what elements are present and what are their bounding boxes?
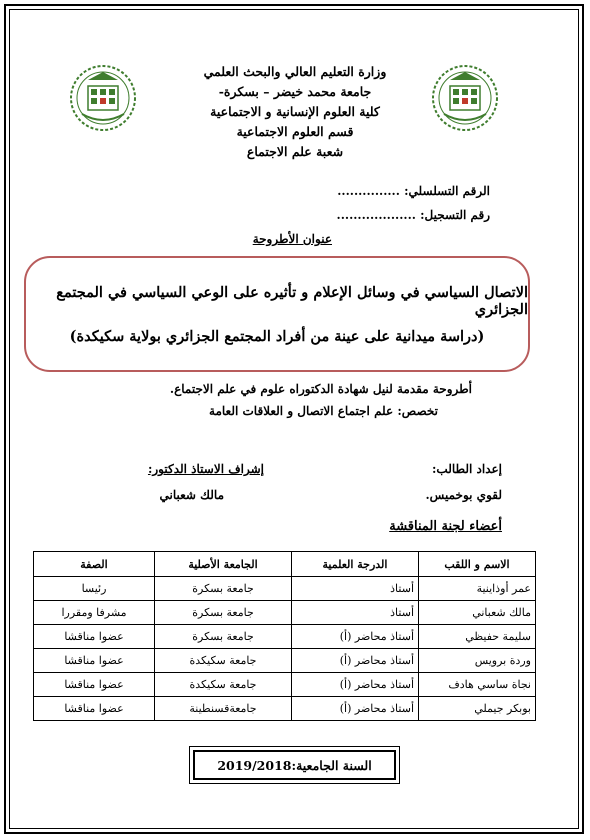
header-role: الصفة bbox=[34, 552, 155, 577]
committee-heading: أعضاء لجنة المناقشة bbox=[389, 519, 502, 534]
specialty: تخصص: علم اجتماع الاتصال و العلاقات العامة bbox=[209, 404, 438, 418]
member-role: رئيسا bbox=[34, 577, 155, 601]
table-row bbox=[34, 673, 536, 697]
academic-year: السنة الجامعية:2019/2018 bbox=[193, 750, 396, 780]
university-logo-icon bbox=[68, 60, 138, 138]
header-university: الجامعة الأصلية bbox=[155, 552, 292, 577]
member-university: جامعة سكيكدة bbox=[155, 649, 292, 673]
member-grade: أستاذ bbox=[292, 601, 419, 625]
thesis-purpose: أطروحة مقدمة لنيل شهادة الدكتوراه علوم في علم الاجتماع. bbox=[169, 382, 472, 396]
table-row bbox=[34, 697, 536, 721]
member-name: نجاة ساسي هادف bbox=[419, 673, 536, 697]
registration-number: رقم التسجيل: ................... bbox=[336, 208, 490, 222]
faculty-name: كلية العلوم الإنسانية و الاجتماعية bbox=[210, 104, 380, 119]
member-grade: أستاذ محاضر (أ) bbox=[292, 625, 419, 649]
thesis-subtitle: (دراسة ميدانية على عينة من أفراد المجتمع الجزائري بولاية سكيكدة) bbox=[69, 327, 485, 345]
member-name: مالك شعباني bbox=[419, 601, 536, 625]
header-name: الاسم و اللقب bbox=[419, 552, 536, 577]
member-university: جامعة بسكرة bbox=[155, 625, 292, 649]
student-name: لقوي بوخميس. bbox=[425, 488, 502, 502]
member-role: عضوا مناقشا bbox=[34, 673, 155, 697]
member-role: عضوا مناقشا bbox=[34, 625, 155, 649]
member-grade: أستاذ محاضر (أ) bbox=[292, 697, 419, 721]
ministry-name: وزارة التعليم العالي والبحث العلمي bbox=[203, 64, 387, 79]
table-header-row bbox=[34, 552, 536, 577]
department-name: قسم العلوم الاجتماعية bbox=[236, 124, 354, 139]
member-role: عضوا مناقشا bbox=[34, 697, 155, 721]
member-university: جامعة بسكرة bbox=[155, 577, 292, 601]
member-university: جامعةقسنطينة bbox=[155, 697, 292, 721]
supervisor-label: إشراف الاستاذ الدكتور: bbox=[147, 462, 264, 476]
member-grade: أستاذ محاضر (أ) bbox=[292, 673, 419, 697]
member-university: جامعة بسكرة bbox=[155, 601, 292, 625]
thesis-title-box bbox=[24, 256, 530, 372]
serial-number: الرقم التسلسلي: ............... bbox=[337, 184, 490, 198]
table-row bbox=[34, 577, 536, 601]
table-row bbox=[34, 625, 536, 649]
member-name: سليمة حفيظي bbox=[419, 625, 536, 649]
header-grade: الدرجة العلمية bbox=[292, 552, 419, 577]
member-name: وردة برويس bbox=[419, 649, 536, 673]
university-name: جامعة محمد خيضر – بسكرة- bbox=[218, 84, 372, 99]
committee-table bbox=[33, 551, 536, 721]
thesis-title-label: عنوان الأطروحة bbox=[252, 232, 332, 246]
supervisor-name: مالك شعباني bbox=[159, 488, 224, 502]
member-role: مشرفا ومقررا bbox=[34, 601, 155, 625]
member-name: عمر أوذاينية bbox=[419, 577, 536, 601]
member-grade: أستاذ محاضر (أ) bbox=[292, 649, 419, 673]
branch-name: شعبة علم الاجتماع bbox=[246, 144, 344, 159]
institution-header bbox=[150, 62, 440, 162]
member-role: عضوا مناقشا bbox=[34, 649, 155, 673]
member-name: بوبكر جيملي bbox=[419, 697, 536, 721]
academic-year-box bbox=[189, 746, 400, 784]
university-logo-icon bbox=[430, 60, 500, 138]
member-grade: أستاذ bbox=[292, 577, 419, 601]
table-row bbox=[34, 601, 536, 625]
table-row bbox=[34, 649, 536, 673]
student-label: إعداد الطالب: bbox=[431, 462, 502, 476]
thesis-main-title: الاتصال السياسي في وسائل الإعلام و تأثيره على الوعي السياسي في المجتمع الجزائري bbox=[56, 283, 528, 318]
member-university: جامعة سكيكدة bbox=[155, 673, 292, 697]
